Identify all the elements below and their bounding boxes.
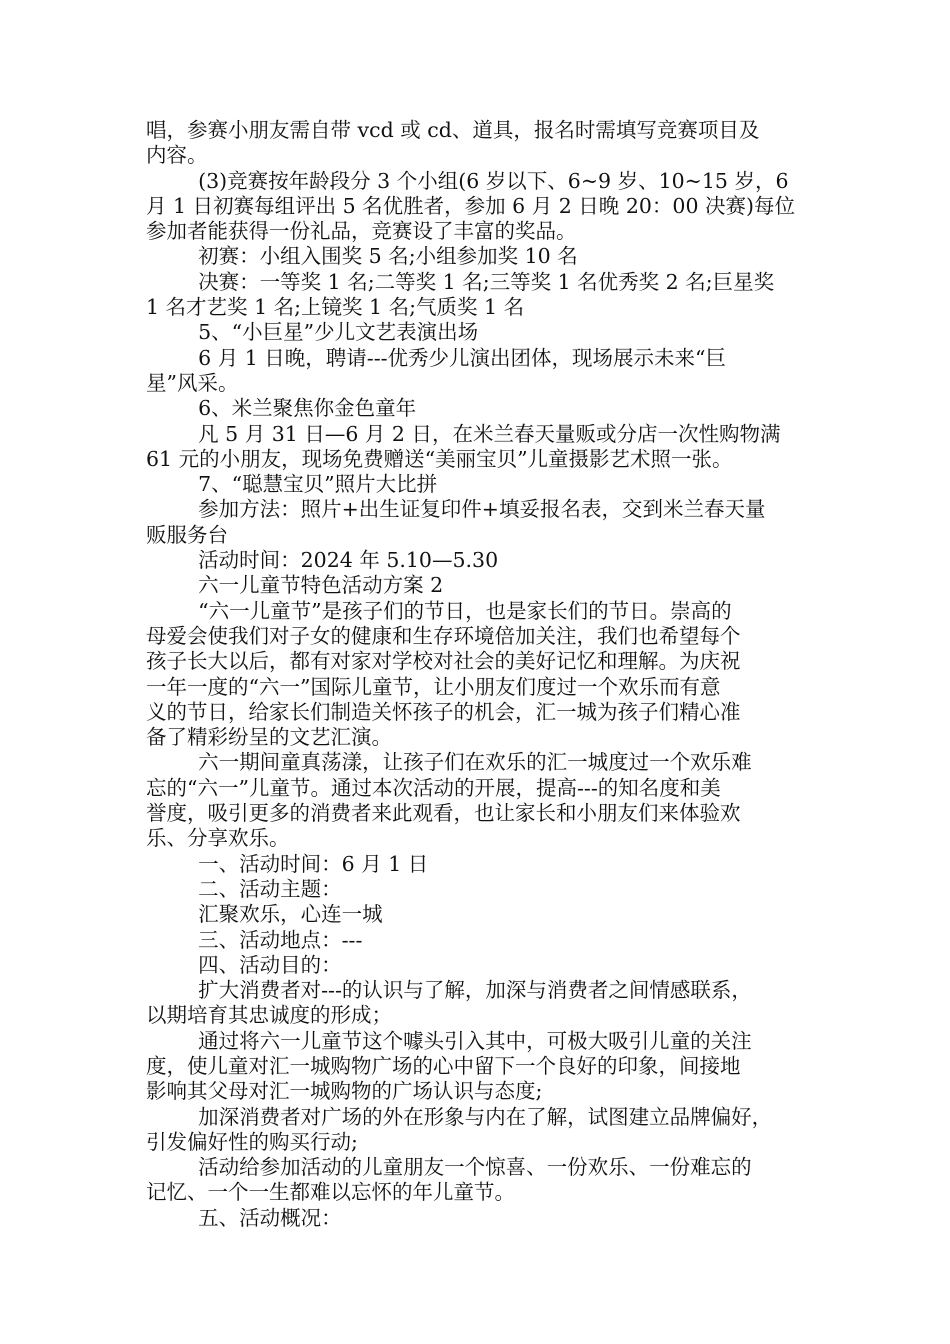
text-line: 扩大消费者对---的认识与了解，加深与消费者之间情感联系， xyxy=(146,978,752,1003)
text-line: 星”风采。 xyxy=(146,370,239,395)
text-line: 备了精彩纷呈的文艺汇演。 xyxy=(146,725,392,750)
text-line: 贩服务台 xyxy=(146,522,228,547)
text-line: 61 元的小朋友，现场免费赠送“美丽宝贝”儿童摄影艺术照一张。 xyxy=(146,446,733,471)
text-line: 活动给参加活动的儿童朋友一个惊喜、一份欢乐、一份难忘的 xyxy=(146,1155,752,1180)
text-line: 乐、分享欢乐。 xyxy=(146,826,290,851)
text-line: 三、活动地点：--- xyxy=(146,927,363,952)
text-line: 孩子长大以后，都有对家对学校对社会的美好记忆和理解。为庆祝 xyxy=(146,649,741,674)
text-line: 六一儿童节特色活动方案 2 xyxy=(146,573,444,598)
text-line: 引发偏好性的购买行动; xyxy=(146,1129,358,1154)
text-line: 度，使儿童对汇一城购物广场的心中留下一个良好的印象，间接地 xyxy=(146,1053,741,1078)
text-line: 1 名才艺奖 1 名;上镜奖 1 名;气质奖 1 名 xyxy=(146,295,525,320)
text-line: 通过将六一儿童节这个噱头引入其中，可极大吸引儿童的关注 xyxy=(146,1028,752,1053)
text-line: 五、活动概况： xyxy=(146,1205,342,1230)
text-line: (3)竞赛按年龄段分 3 个小组(6 岁以下、6~9 岁、10~15 岁，6 xyxy=(146,168,789,193)
text-line: 一年一度的“六一”国际儿童节，让小朋友们度过一个欢乐而有意 xyxy=(146,674,721,699)
text-line: 忘的“六一”儿童节。通过本次活动的开展，提高---的知名度和美 xyxy=(146,775,721,800)
text-line: 月 1 日初赛每组评出 5 名优胜者，参加 6 月 2 日晚 20：00 决赛)每位 xyxy=(146,193,796,218)
text-line: 记忆、一个一生都难以忘怀的年儿童节。 xyxy=(146,1180,515,1205)
text-line: 六一期间童真荡漾，让孩子们在欢乐的汇一城度过一个欢乐难 xyxy=(146,750,752,775)
text-line: 初赛：小组入围奖 5 名;小组参加奖 10 名 xyxy=(146,244,578,269)
text-line: 7、“聪慧宝贝”照片大比拼 xyxy=(146,472,438,497)
text-line: 参加者能获得一份礼品，竞赛设了丰富的奖品。 xyxy=(146,219,577,244)
text-line: 内容。 xyxy=(146,143,208,168)
text-line: 二、活动主题： xyxy=(146,876,342,901)
text-line: 一、活动时间：6 月 1 日 xyxy=(146,851,429,876)
text-line: 6 月 1 日晚，聘请---优秀少儿演出团体，现场展示未来“巨 xyxy=(146,345,727,370)
text-line: 汇聚欢乐，心连一城 xyxy=(146,902,383,927)
document-body xyxy=(146,118,814,1231)
text-line: 以期培育其忠诚度的形成； xyxy=(146,1003,392,1028)
text-line: 参加方法：照片+出生证复印件+填妥报名表，交到米兰春天量 xyxy=(146,497,766,522)
text-line: 母爱会使我们对子女的健康和生存环境倍加关注，我们也希望每个 xyxy=(146,623,741,648)
text-line: 誉度，吸引更多的消费者来此观看，也让家长和小朋友们来体验欢 xyxy=(146,801,741,826)
text-line: 决赛：一等奖 1 名;二等奖 1 名;三等奖 1 名优秀奖 2 名;巨星奖 xyxy=(146,269,775,294)
text-line: 加深消费者对广场的外在形象与内在了解，试图建立品牌偏好， xyxy=(146,1104,773,1129)
text-line: “六一儿童节”是孩子们的节日，也是家长们的节日。崇高的 xyxy=(146,598,732,623)
text-line: 活动时间：2024 年 5.10—5.30 xyxy=(146,548,499,573)
text-line: 义的节日，给家长们制造关怀孩子的机会，汇一城为孩子们精心准 xyxy=(146,699,741,724)
text-line: 6、米兰聚焦你金色童年 xyxy=(146,396,417,421)
text-line: 5、“小巨星”少儿文艺表演出场 xyxy=(146,320,479,345)
text-line: 四、活动目的： xyxy=(146,952,342,977)
text-line: 唱，参赛小朋友需自带 vcd 或 cd、道具，报名时需填写竞赛项目及 xyxy=(146,118,760,142)
text-line: 影响其父母对汇一城购物的广场认识与态度; xyxy=(146,1079,543,1104)
text-line: 凡 5 月 31 日—6 月 2 日，在米兰春天量贩或分店一次性购物满 xyxy=(146,421,781,446)
